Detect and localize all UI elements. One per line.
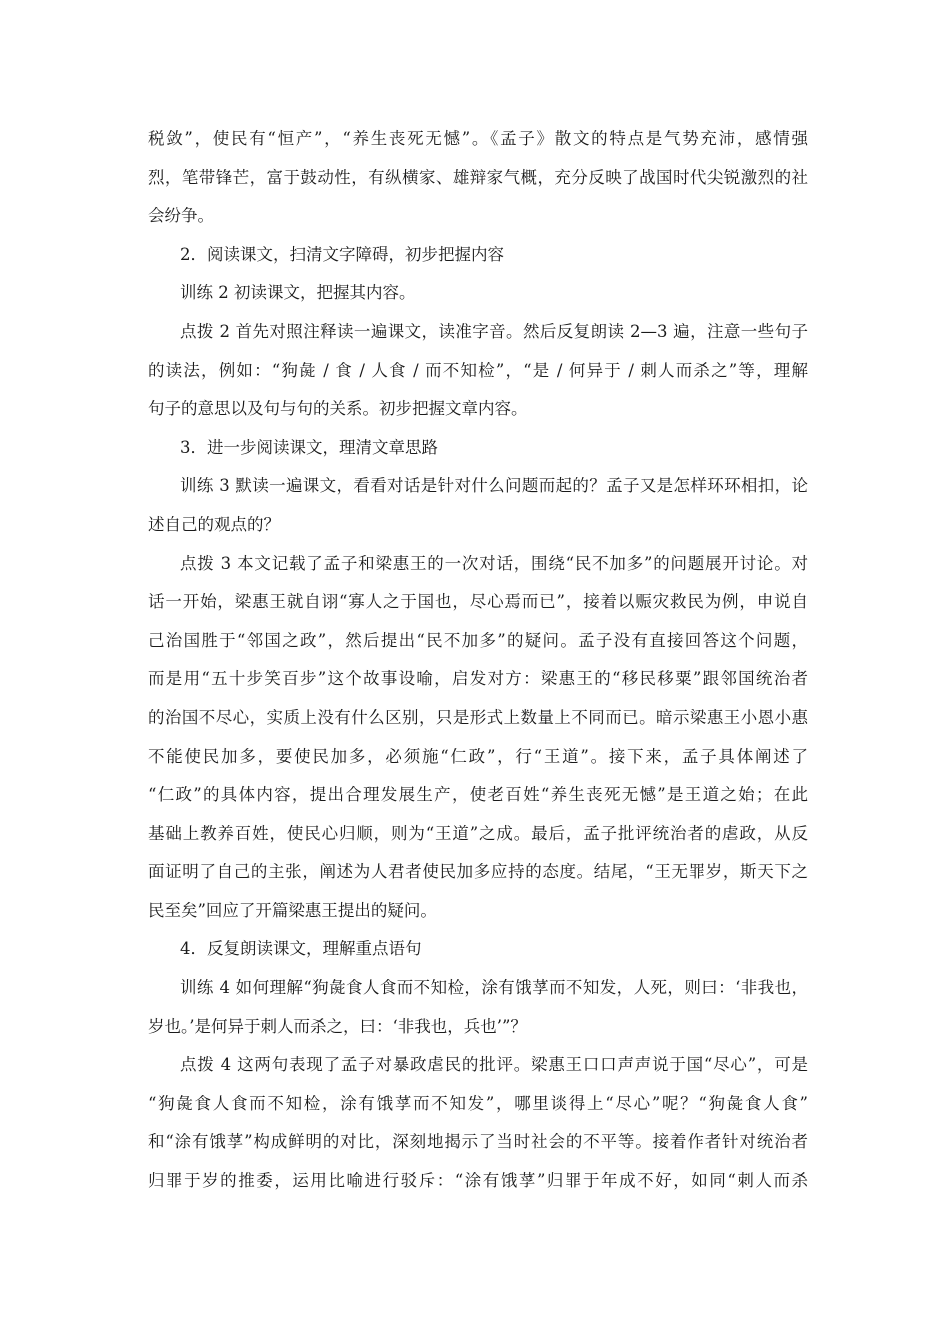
hint-3-line-7: “仁政”的具体内容，提出合理发展生产，使老百姓“养生丧死无憾”是王道之始；在此 [148,785,808,805]
hint-3-line-6: 不能使民加多，要使民加多，必须施“仁政”，行“王道”。接下来，孟子具体阐述了 [148,746,808,766]
hint-3-line-8: 基础上教养百姓，使民心归顺，则为“王道”之成。最后，孟子批评统治者的虐政，从反 [148,823,808,843]
hint-4-line-2: “狗彘食人食而不知检，涂有饿莩而不知发”，哪里谈得上“尽心”呢？“狗彘食人食” [148,1093,808,1113]
hint-2-line-3: 句子的意思以及句与句的关系。初步把握文章内容。 [148,399,528,419]
exercise-3-line-2: 述自己的观点的？ [148,514,280,534]
exercise-4-line-1: 训练 4 如何理解“狗彘食人食而不知检，涂有饿莩而不知发，人死，则曰：‘非我也， [180,978,808,998]
text-line-2: 烈，笔带锋芒，富于鼓动性，有纵横家、雄辩家气概，充分反映了战国时代尖锐激烈的社 [148,167,808,187]
section-heading-3: 3．进一步阅读课文，理清文章思路 [180,437,438,457]
text-line-1: 税敛”，使民有“恒产”，“养生丧死无憾”。《孟子》散文的特点是气势充沛，感情强 [148,129,808,148]
exercise-4-line-2: 岁也。’是何异于刺人而杀之，曰：‘非我也，兵也’”？ [148,1016,527,1036]
document-body [148,120,808,1201]
text-line-3: 会纷争。 [148,206,214,226]
hint-3-line-10: 民至矣”回应了开篇梁惠王提出的疑问。 [148,900,437,920]
hint-2-line-1: 点拨 2 首先对照注释读一遍课文，读准字音。然后反复朗读 2—3 遍，注意一些句子 [180,321,808,341]
section-heading-2: 2．阅读课文，扫清文字障碍，初步把握内容 [180,244,504,264]
hint-3-line-5: 的治国不尽心，实质上没有什么区别，只是形式上数量上不同而已。暗示梁惠王小恩小惠 [148,707,808,727]
hint-3-line-3: 己治国胜于“邻国之政”，然后提出“民不加多”的疑问。孟子没有直接回答这个问题， [148,630,808,650]
hint-3-line-4: 而是用“五十步笑百步”这个故事设喻，启发对方：梁惠王的“移民移粟”跟邻国统治者 [148,669,808,689]
hint-3-line-9: 面证明了自己的主张，阐述为人君者使民加多应持的态度。结尾，“王无罪岁，斯天下之 [148,862,808,882]
section-heading-4: 4．反复朗读课文，理解重点语句 [180,939,422,959]
hint-2-line-2: 的读法，例如：“狗彘 / 食 / 人食 / 而不知检”，“是 / 何异于 / 刺人而杀之”等，理解 [148,360,808,380]
hint-3-line-2: 话一开始，梁惠王就自诩“寡人之于国也，尽心焉而已”，接着以赈灾救民为例，申说自 [148,592,808,612]
hint-4-line-3: 和“涂有饿莩”构成鲜明的对比，深刻地揭示了当时社会的不平等。接着作者针对统治者 [148,1132,808,1152]
exercise-2: 训练 2 初读课文，把握其内容。 [180,283,416,303]
hint-4-line-1: 点拨 4 这两句表现了孟子对暴政虐民的批评。梁惠王口口声声说于国“尽心”，可是 [180,1055,808,1075]
hint-4-line-4: 归罪于岁的推委，运用比喻进行驳斥：“涂有饿莩”归罪于年成不好，如同“刺人而杀 [148,1171,808,1191]
exercise-3-line-1: 训练 3 默读一遍课文，看看对话是针对什么问题而起的？孟子又是怎样环环相扣，论 [180,476,808,496]
hint-3-line-1: 点拨 3 本文记载了孟子和梁惠王的一次对话，围绕“民不加多”的问题展开讨论。对 [180,553,808,573]
